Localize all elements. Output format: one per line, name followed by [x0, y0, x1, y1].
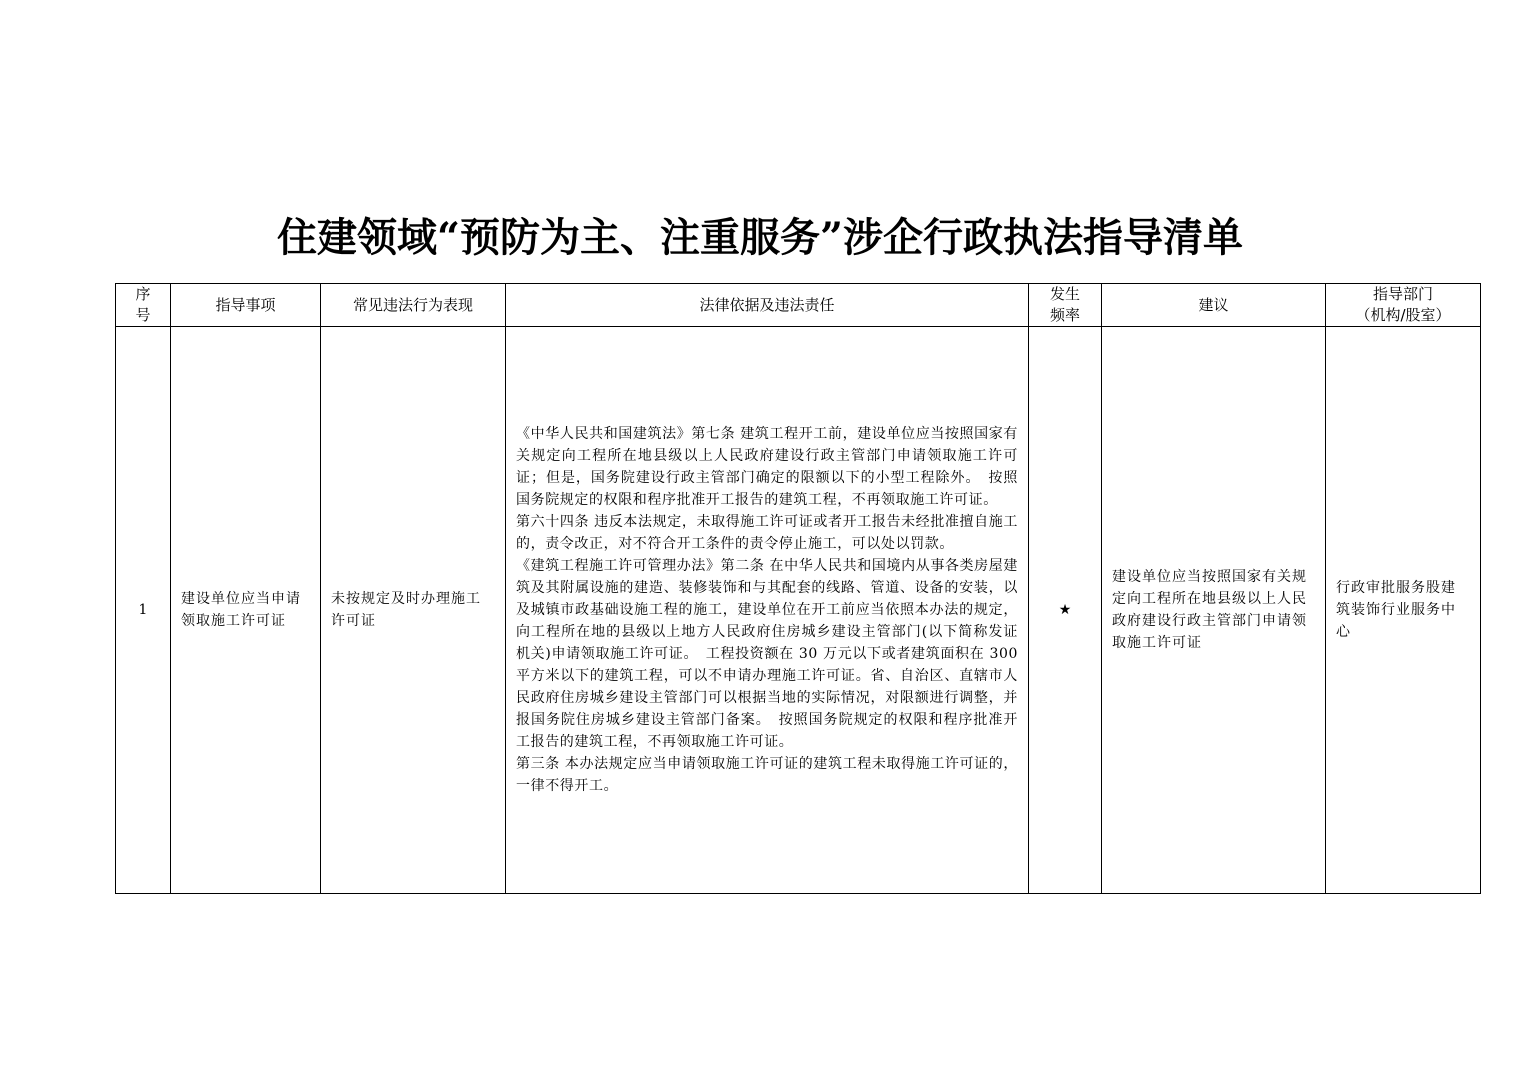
header-no-line1: 序 [135, 285, 151, 303]
law-paragraph: 第六十四条 违反本法规定，未取得施工许可证或者开工报告未经批准擅自施工的，责令改正，对不符合开工条件的责令停止施工，可以处以罚款。 [516, 514, 1018, 552]
table-header-row [116, 284, 1481, 327]
header-no-line2: 号 [135, 306, 151, 324]
header-dept-line2: （机构/股室） [1355, 306, 1451, 324]
header-law: 法律依据及违法责任 [506, 284, 1029, 327]
table-row [116, 327, 1481, 894]
guidance-table [115, 283, 1481, 894]
law-paragraph: 《中华人民共和国建筑法》第七条 建筑工程开工前，建设单位应当按照国家有关规定向工程所在地县级以上人民政府建设行政主管部门申请领取施工许可证；但是，国务院建设行政主管部门确定的限额以下的小型工程除外。 按照国务院规定的权限和程序批准开工报告的建筑工程，不再领取施工许可证。 [516, 426, 1018, 508]
header-dept-line1: 指导部门 [1372, 285, 1433, 303]
law-paragraph: 《建筑工程施工许可管理办法》第二条 在中华人民共和国境内从事各类房屋建筑及其附属设施的建造、装修装饰和与其配套的线路、管道、设备的安装，以及城镇市政基础设施工程的施工，建设单位在开工前应当依照本办法的规定，向工程所在地的县级以上地方人民政府住房城乡建设主管部门(以下简称发证机关)申请领取施工许可证。 工程投资额在 30 万元以下或者建筑面积在 300 平方米以下的建筑工程，可以不申请办理施工许可证。省、自治区、直辖市人民政府住房城乡建设主管部门可以根据当地的实际情况，对限额进行调整，并报国务院住房城乡建设主管部门备案。 按照国务院规定的权限和程序批准开工报告的建筑工程，不再领取施工许可证。 [516, 558, 1018, 750]
law-paragraph: 第三条 本办法规定应当申请领取施工许可证的建筑工程未取得施工许可证的，一律不得开工。 [516, 756, 1018, 794]
header-advice: 建议 [1102, 284, 1326, 327]
row-frequency-star-icon: ★ [1029, 327, 1102, 894]
row-number: 1 [116, 327, 171, 894]
row-legal-basis [506, 327, 1029, 894]
header-freq-line1: 发生 [1049, 285, 1080, 303]
header-item: 指导事项 [171, 284, 321, 327]
row-advice: 建设单位应当按照国家有关规定向工程所在地县级以上人民政府建设行政主管部门申请领取施工许可证 [1102, 327, 1326, 894]
header-department [1326, 284, 1481, 327]
header-no [116, 284, 171, 327]
header-freq-line2: 频率 [1049, 306, 1080, 324]
row-department: 行政审批服务股建筑装饰行业服务中心 [1326, 327, 1481, 894]
document-title: 住建领域“预防为主、注重服务”涉企行政执法指导清单 [276, 214, 1243, 261]
header-violation: 常见违法行为表现 [321, 284, 506, 327]
row-guidance-item: 建设单位应当申请领取施工许可证 [171, 327, 321, 894]
header-frequency [1029, 284, 1102, 327]
row-violation: 未按规定及时办理施工许可证 [321, 327, 506, 894]
